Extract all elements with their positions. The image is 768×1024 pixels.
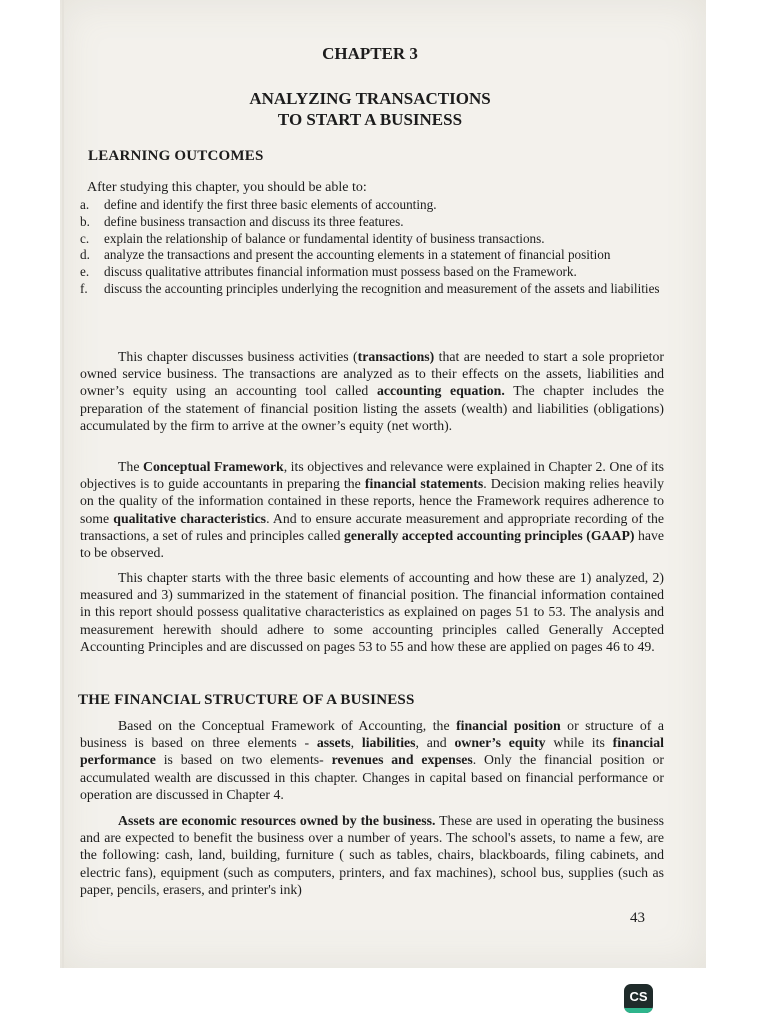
financial-structure-heading: THE FINANCIAL STRUCTURE OF A BUSINESS <box>78 692 415 708</box>
learning-outcomes-list <box>80 197 664 298</box>
list-item: f. discuss the accounting principles underlying the recognition and measurement of the assets and liabilities <box>80 280 660 296</box>
paragraph-financial-position: Based on the Conceptual Framework of Accounting, the financial position or structure of a business is based on three elements - assets, liabilities, and owner’s equity while its financial performance is based on two elements- revenues and expenses. Only the financial position or accumulated wealth are discussed in this chapter. Changes in capital based on financial performance or operation are discussed in Chapter 4. <box>80 718 664 802</box>
paragraph-transactions: This chapter discusses business activities (transactions) that are needed to start a sole proprietor owned service business. The transactions are analyzed as to their effects on the assets, liabilities and owner’s equity using an accounting tool called accounting equation. The chapter includes the preparation of the statement of financial position listing the assets (wealth) and liabilities (obligations) accumulated by the firm to arrive at the owner’s equity (net worth). <box>80 349 664 433</box>
paragraph-conceptual-framework: The Conceptual Framework, its objectives and relevance were explained in Chapter 2. One of its objectives is to guide accountants in preparing the financial statements. Decision making relies heavily on the quality of the information contained in these reports, hence the Framework requires adherence to some qualitative characteristics. And to ensure accurate measurement and appropriate recording of the transactions, a set of rules and principles called generally accepted accounting principles (GAAP) have to be observed. <box>80 459 665 561</box>
page-number: 43 <box>630 910 645 926</box>
learning-outcomes-heading: LEARNING OUTCOMES <box>88 148 264 164</box>
list-item: c. explain the relationship of balance or fundamental identity of business transactions. <box>80 230 545 246</box>
learning-outcomes-intro: After studying this chapter, you should be able to: <box>87 180 367 195</box>
list-item: b. define business transaction and discuss its three features. <box>80 213 404 229</box>
paragraph-assets: Assets are economic resources owned by the business. These are used in operating the business and are expected to benefit the business over a number of years. The school's assets, to name a few, are the following: cash, land, building, furniture ( such as tables, chairs, blackboards, filing cabinets, and electric fans), equipment (such as computers, printers, and fax machines), school bus, supplies (such as paper, pencils, erasers, and printer's ink) <box>80 813 664 897</box>
list-item: d. analyze the transactions and present the accounting elements in a statement of financial position <box>80 247 611 263</box>
chapter-title-line2: TO START A BUSINESS <box>277 110 463 129</box>
list-item: a. define and identify the first three basic elements of accounting. <box>80 197 437 212</box>
chapter-number: CHAPTER 3 <box>322 44 418 63</box>
camscanner-logo: CS <box>624 984 653 1013</box>
page-edge <box>62 0 64 968</box>
chapter-title-line1: ANALYZING TRANSACTIONS <box>249 89 491 108</box>
chapter-title <box>76 88 664 130</box>
paragraph-chapter-overview: This chapter starts with the three basic elements of accounting and how these are 1) analyzed, 2) measured and 3) summarized in the statement of financial position. The financial information contained in this report should possess qualitative characteristics as explained on pages 51 to 53. The analysis and measurement herewith should adhere to some accounting principles called Generally Accepted Accounting Principles and are discussed on pages 53 to 55 and how these are applied on pages 46 to 49. <box>80 570 664 654</box>
list-item: e. discuss qualitative attributes financial information must possess based on the Framework. <box>80 264 577 280</box>
